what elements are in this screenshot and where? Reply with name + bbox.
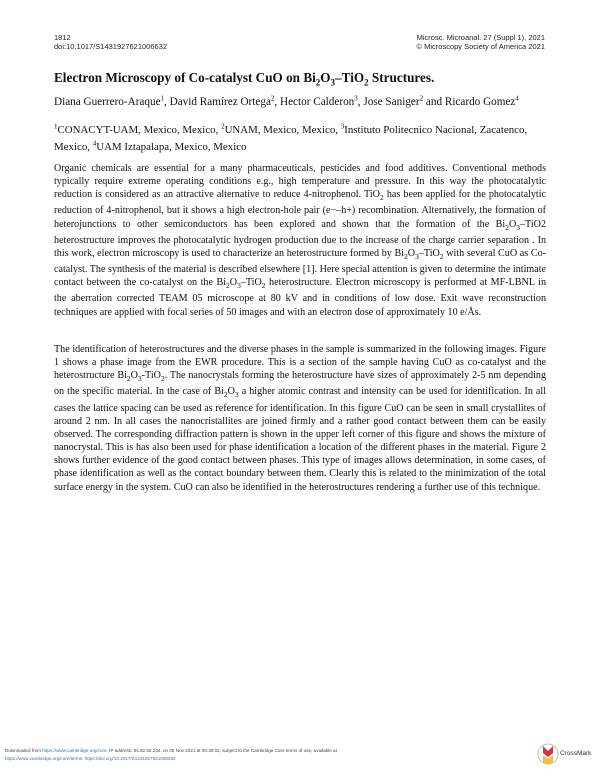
copyright: © Microscopy Society of America 2021 xyxy=(416,42,545,51)
paper-title: Electron Microscopy of Co-catalyst CuO on $Bi_2O_3-TiO_2$ Structures. xyxy=(54,70,435,88)
footer-line-1: Downloaded from https://www.cambridge.org/core. IP address: 54.82.68.234, on 05 Nov 2021 at 00:30:02, subject to the Cambridge Core terms of use, available at xyxy=(5,748,337,753)
download-footer xyxy=(5,747,337,763)
paragraph-introduction: Organic chemicals are essential for a many pharmaceuticals, pesticides and food additives. Conventional methods typically require extreme operating conditions e.g., high temperature and pressure. In this way the photocatalytic reduction is considered as an attractive alternative to reduce 4-nitrophenol. TiO$_2$ has been applied for the photocatalytic reduction of 4-nitrophenol, but it shows a high electron-hole pair (e−–h+) recombination. Alternatively, the formation of heterojunctions to other semiconductors has been explored and shown that the formation of the $Bi_2O_3-TiO2$ heterostructure improves the photocatalytic hydrogen production due to the increase of the charge carrier separation . In this work, electron microscopy is used to characterize an heterostructure formed by $Bi_2O_3-TiO_2$ with several CuO as Co-catalyst. The synthesis of the material is described elsewhere [1]. Here special attention is given to determine the intimate contact between the co-catalyst on the $Bi_2O_3-TiO_2$ heterostructure. Electron microscopy is performed at MF-LBNL in the aberration corrected TEAM 05 microscope at 80 kV and in conditions of low dose. Exit wave reconstruction techniques are applied with focal series of 50 images and with an electron dose of approximately 10 e/Ås. xyxy=(54,163,546,318)
crossmark-label: CrossMark xyxy=(560,750,592,757)
doi: doi:10.1017/S1431927621006632 xyxy=(54,42,168,51)
page-number: 1812 xyxy=(54,33,71,42)
footer-line-2: https://www.cambridge.org/core/terms. https://doi.org/10.1017/S1431927621006632 xyxy=(5,756,176,761)
affiliations: $^1$CONACYT-UAM, Mexico, Mexico, $^2$UNAM, Mexico, Mexico, $^3$Instituto Politecnico Nacional, Zacatenco, Mexico, $^4$UAM Iztapalapa, Mexico, Mexico xyxy=(54,122,528,153)
header-right xyxy=(417,33,546,51)
header-left xyxy=(54,33,167,51)
crossmark-icon xyxy=(537,742,559,766)
author-list: Diana Guerrero-Araque$^1$, David Ramírez Ortega$^2$, Hector Calderon$^3$, Jose Saniger$^2$ and Ricardo Gomez$^4$ xyxy=(54,94,519,108)
paragraph-results: The identification of heterostructures and the diverse phases in the sample is summarized in the following images. Figure 1 shows a phase image from the EWR procedure. This is a section of the sample having CuO as co-catalyst and the heterostructure $Bi_2O_3-TiO_2$. The nanocrystals forming the heterostructure have sizes of approximately 2-5 nm depending on the specific material. In the case of $Bi_2O_3$ a higher atomic contrast and intensity can be used for identification. In all cases the lattice spacing can be used as reference for identification. In this figure CuO can be seen in small crystallites of around 2 nm. In all cases the nanocristallites are joined firmly and a rather good contact between them can be easily observed. The corresponding diffraction pattern is shown in the upper left corner of this figure and shows the mixture of nanocrystal. This is has also been used for phase identification a location of the different phases in the material. Figure 2 shows further evidence of the good contact between phases. This type of images allows determination, in some cases, of phase identification as well as the contact boundary between them. Clearly this is related to the minimization of the total surface energy in the system. CuO can also be identified in the heterostructures rendering a further use of this technique. xyxy=(54,344,547,493)
journal-citation: Microsc. Microanal. 27 (Suppl 1), 2021 xyxy=(416,33,545,42)
doi-link[interactable]: https://doi.org/10.1017/S1431927621006632 xyxy=(84,756,176,761)
crossmark-badge[interactable] xyxy=(537,741,595,767)
cambridge-core-link[interactable]: https://www.cambridge.org/core xyxy=(42,748,107,753)
terms-link[interactable]: https://www.cambridge.org/core/terms xyxy=(5,756,83,761)
